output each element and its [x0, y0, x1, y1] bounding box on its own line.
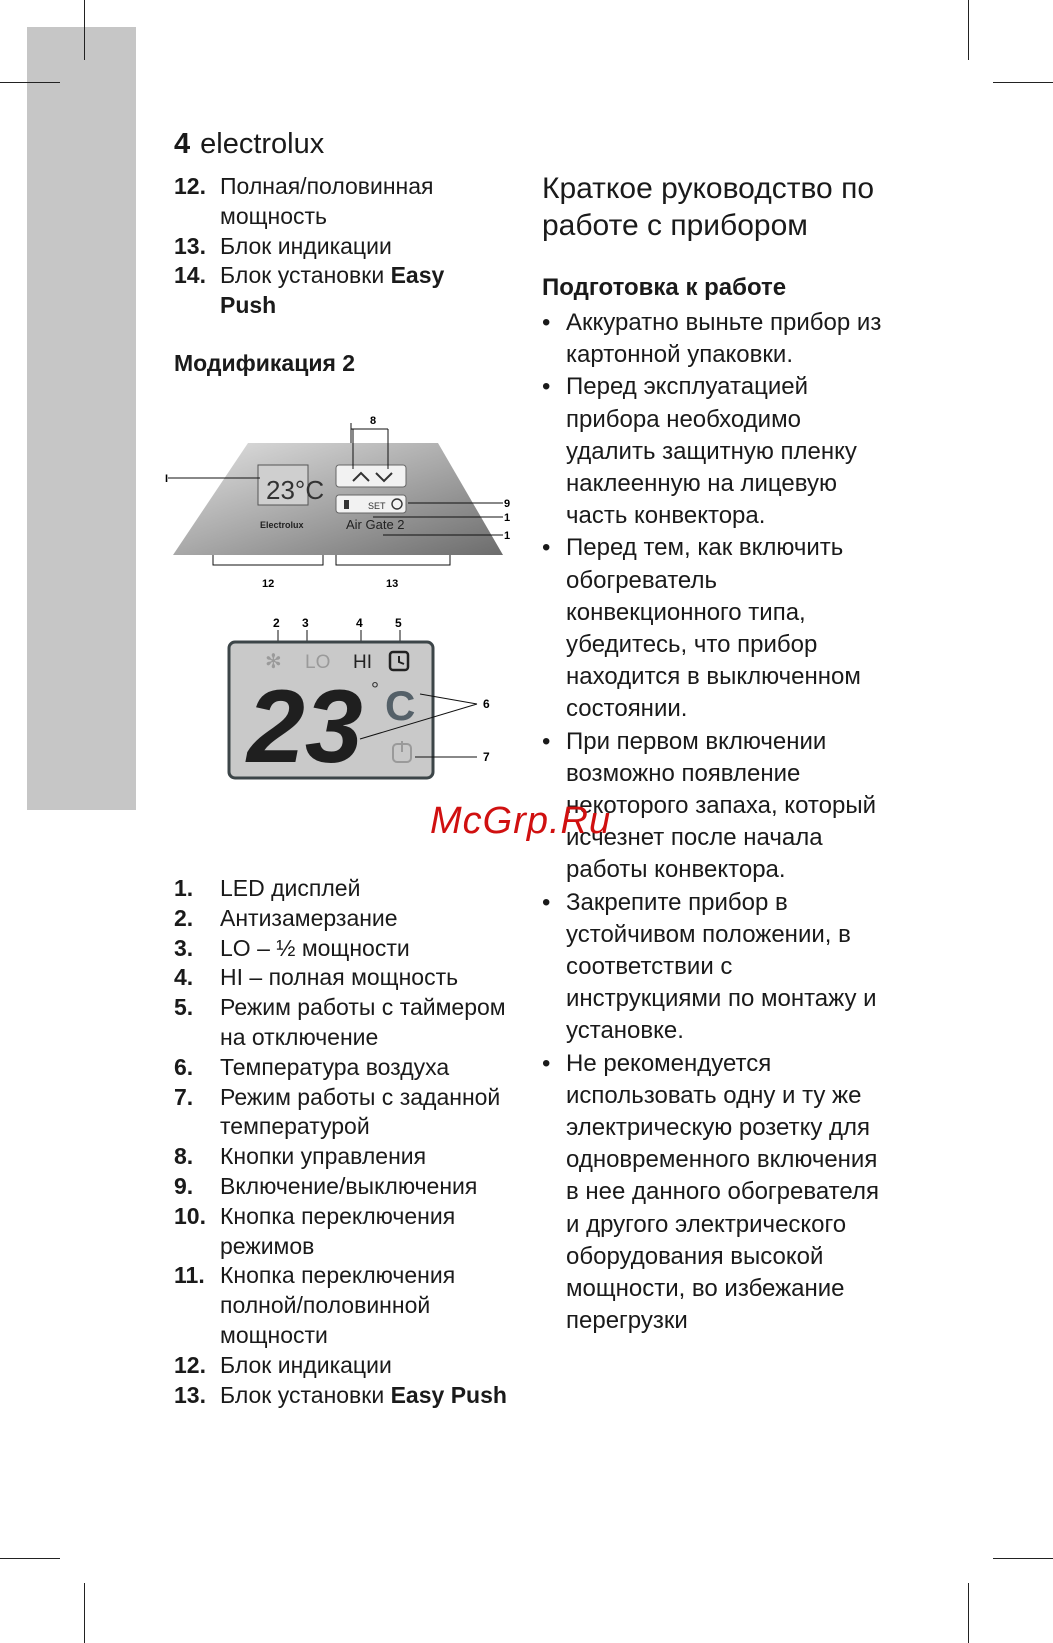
- svg-text:7: 7: [483, 750, 490, 764]
- lcd-display-figure: [225, 612, 500, 785]
- list-item: 3. LO – ½ мощности: [174, 934, 410, 961]
- panel-brand: Electrolux: [260, 520, 304, 530]
- set-label: SET: [368, 501, 386, 511]
- list-item: 5. Режим работы с таймером на отключение: [174, 994, 506, 1050]
- svg-text:I: I: [165, 473, 169, 485]
- degree-symbol: °: [371, 679, 379, 701]
- svg-text:8: 8: [370, 415, 377, 427]
- svg-text:6: 6: [483, 697, 490, 711]
- list-item: 12. Полная/половинная мощность: [174, 173, 434, 229]
- bullet-item: • Не рекомендуется использовать одну и ту же электрическую розетку для одновременного включения в нее данного обогревателя и другого электрического оборудования высокой мощности, во избежание перегрузки: [542, 1049, 879, 1335]
- list-item: 1. LED дисплей: [174, 875, 361, 901]
- page-header: [174, 128, 324, 161]
- power-level-icon: [344, 500, 349, 509]
- bullet-item: • Аккуратно выньте прибор из картонной упаковки.: [542, 309, 882, 369]
- list-item: 10. Кнопка переключения режимов: [174, 1202, 456, 1259]
- control-panel-figure: [165, 415, 518, 595]
- crop-mark: [0, 1558, 60, 1559]
- antifreeze-icon: ✻: [265, 651, 282, 673]
- top-list: [174, 172, 494, 321]
- brand-name: electrolux: [200, 128, 325, 160]
- list-item: 4. HI – полная мощность: [174, 964, 459, 991]
- crop-mark: [968, 0, 969, 60]
- side-margin-bar: [27, 27, 136, 810]
- crop-mark: [993, 1558, 1053, 1559]
- list-item: 13. Блок индикации: [174, 232, 392, 259]
- bullet-item: • Перед эксплуатацией прибора необходимо удалить защитную пленку наклеенную на лицевую часть конвектора.: [542, 373, 857, 530]
- list-item: 6. Температура воздуха: [174, 1053, 450, 1080]
- page-number: 4: [174, 128, 191, 160]
- panel-model: Air Gate 2: [346, 517, 405, 532]
- bullet-item: • Закрепите прибор в устойчивом положении, в соответствии с инструкциями по монтажу и установке.: [542, 888, 877, 1045]
- watermark: McGrp.Ru: [430, 800, 612, 842]
- bullet-item: • При первом включении возможно появление некоторого запаха, который исчезнет после начала работы конвектора.: [542, 727, 876, 884]
- svg-text:9: 9: [504, 498, 511, 510]
- list-item: 7. Режим работы с заданной температурой: [174, 1083, 501, 1140]
- svg-text:3: 3: [302, 616, 309, 630]
- svg-text:2: 2: [273, 616, 280, 630]
- list-item: 8. Кнопки управления: [174, 1143, 427, 1170]
- temperature-digits: 23: [247, 669, 363, 785]
- section-subtitle: Подготовка к работе: [542, 274, 787, 301]
- svg-text:1: 1: [504, 512, 511, 524]
- crop-mark: [993, 82, 1053, 83]
- crop-mark: [84, 0, 85, 60]
- list-item: 11. Кнопка переключения полной/половинной мощности: [174, 1262, 456, 1348]
- celsius-unit: C: [385, 682, 416, 729]
- lo-indicator: LO: [305, 652, 331, 673]
- legend-list: [174, 874, 514, 1410]
- bullet-item: • Перед тем, как включить обогреватель конвекционного типа, убедитесь, что прибор находится в выключенном состоянии.: [542, 534, 861, 723]
- svg-text:5: 5: [395, 616, 402, 630]
- hi-indicator: HI: [353, 652, 372, 673]
- svg-text:12: 12: [262, 578, 275, 590]
- list-item: 13. Блок установки Easy Push: [174, 1381, 507, 1408]
- section-title: Модификация 2: [174, 350, 356, 376]
- list-item: 12. Блок индикации: [174, 1351, 392, 1378]
- list-item: 9. Включение/выключения: [174, 1172, 478, 1199]
- crop-mark: [968, 1583, 969, 1643]
- page-title: Краткое руководство по работе с прибором: [542, 172, 875, 242]
- svg-text:1: 1: [504, 530, 511, 542]
- svg-text:13: 13: [386, 578, 399, 590]
- panel-display-text: 23°C: [266, 475, 325, 505]
- list-item: 2. Антизамерзание: [174, 904, 398, 931]
- list-item: 14. Блок установки Easy Push: [174, 262, 445, 319]
- crop-mark: [0, 82, 60, 83]
- svg-text:4: 4: [356, 616, 363, 630]
- crop-mark: [84, 1583, 85, 1643]
